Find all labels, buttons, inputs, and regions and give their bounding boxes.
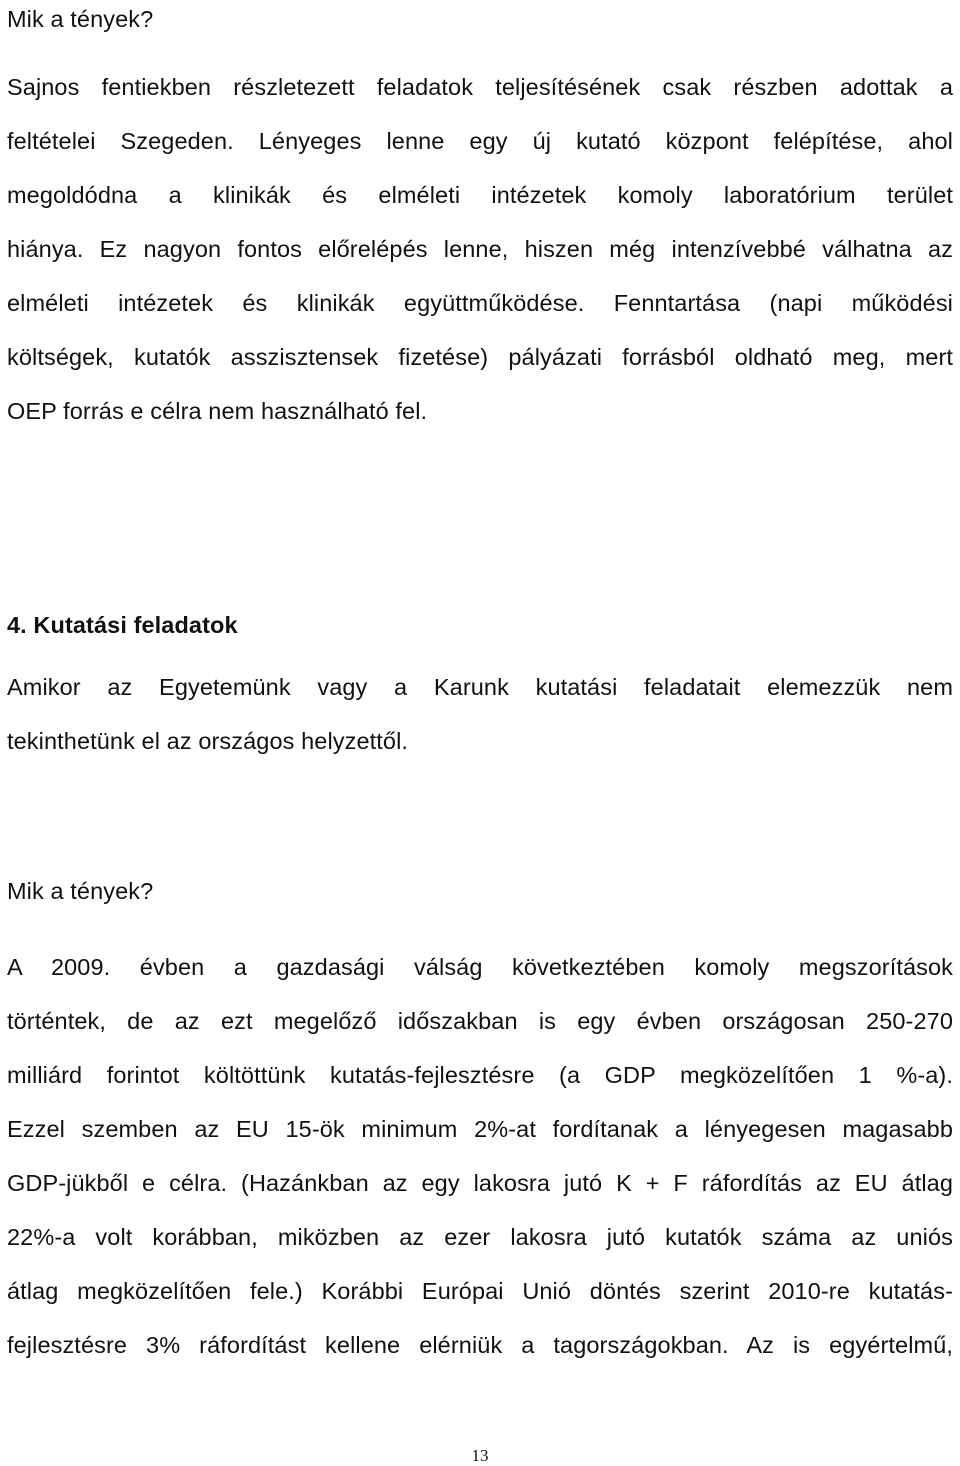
section-heading-research-tasks: 4. Kutatási feladatok — [7, 612, 238, 638]
section-heading-facts-2: Mik a tények? — [7, 878, 154, 904]
paragraph-line: GDP-jükből e célra. (Hazánkban az egy lakosra jutó K + F ráfordítás az EU átlag — [7, 1170, 953, 1196]
paragraph-line: tekinthetünk el az országos helyzettől. — [7, 728, 409, 754]
paragraph-line: OEP forrás e célra nem használható fel. — [7, 398, 428, 424]
paragraph-line: elméleti intézetek és klinikák együttműködése. Fenntartása (napi működési — [7, 290, 953, 316]
paragraph-line: feltételei Szegeden. Lényeges lenne egy új kutató központ felépítése, ahol — [7, 128, 953, 154]
paragraph-line: fejlesztésre 3% ráfordítást kellene elérniük a tagországokban. Az is egyértelmű, — [7, 1332, 953, 1358]
paragraph-line: Sajnos fentiekben részletezett feladatok teljesítésének csak részben adottak a — [7, 74, 953, 100]
paragraph-line: A 2009. évben a gazdasági válság következtében komoly megszorítások — [7, 954, 953, 980]
paragraph-line: hiánya. Ez nagyon fontos előrelépés lenne, hiszen még intenzívebbé válhatna az — [7, 236, 953, 262]
paragraph-line: megoldódna a klinikák és elméleti intézetek komoly laboratórium terület — [7, 182, 953, 208]
paragraph-line: történtek, de az ezt megelőző időszakban is egy évben országosan 250-270 — [7, 1008, 953, 1034]
page-number: 13 — [471, 1446, 489, 1465]
paragraph-line: 22%-a volt korábban, miközben az ezer lakosra jutó kutatók száma az uniós — [7, 1224, 953, 1250]
paragraph-line: milliárd forintot költöttünk kutatás-fejlesztésre (a GDP megközelítően 1 %-a). — [7, 1062, 953, 1088]
paragraph-line: átlag megközelítően fele.) Korábbi Európai Unió döntés szerint 2010-re kutatás- — [7, 1278, 953, 1304]
paragraph-line: költségek, kutatók asszisztensek fizetése) pályázati forrásból oldható meg, mert — [7, 344, 953, 370]
paragraph-line: Amikor az Egyetemünk vagy a Karunk kutatási feladatait elemezzük nem — [7, 674, 953, 700]
section-heading-facts-1: Mik a tények? — [7, 6, 154, 32]
paragraph-line: Ezzel szemben az EU 15-ök minimum 2%-at fordítanak a lényegesen magasabb — [7, 1116, 953, 1142]
